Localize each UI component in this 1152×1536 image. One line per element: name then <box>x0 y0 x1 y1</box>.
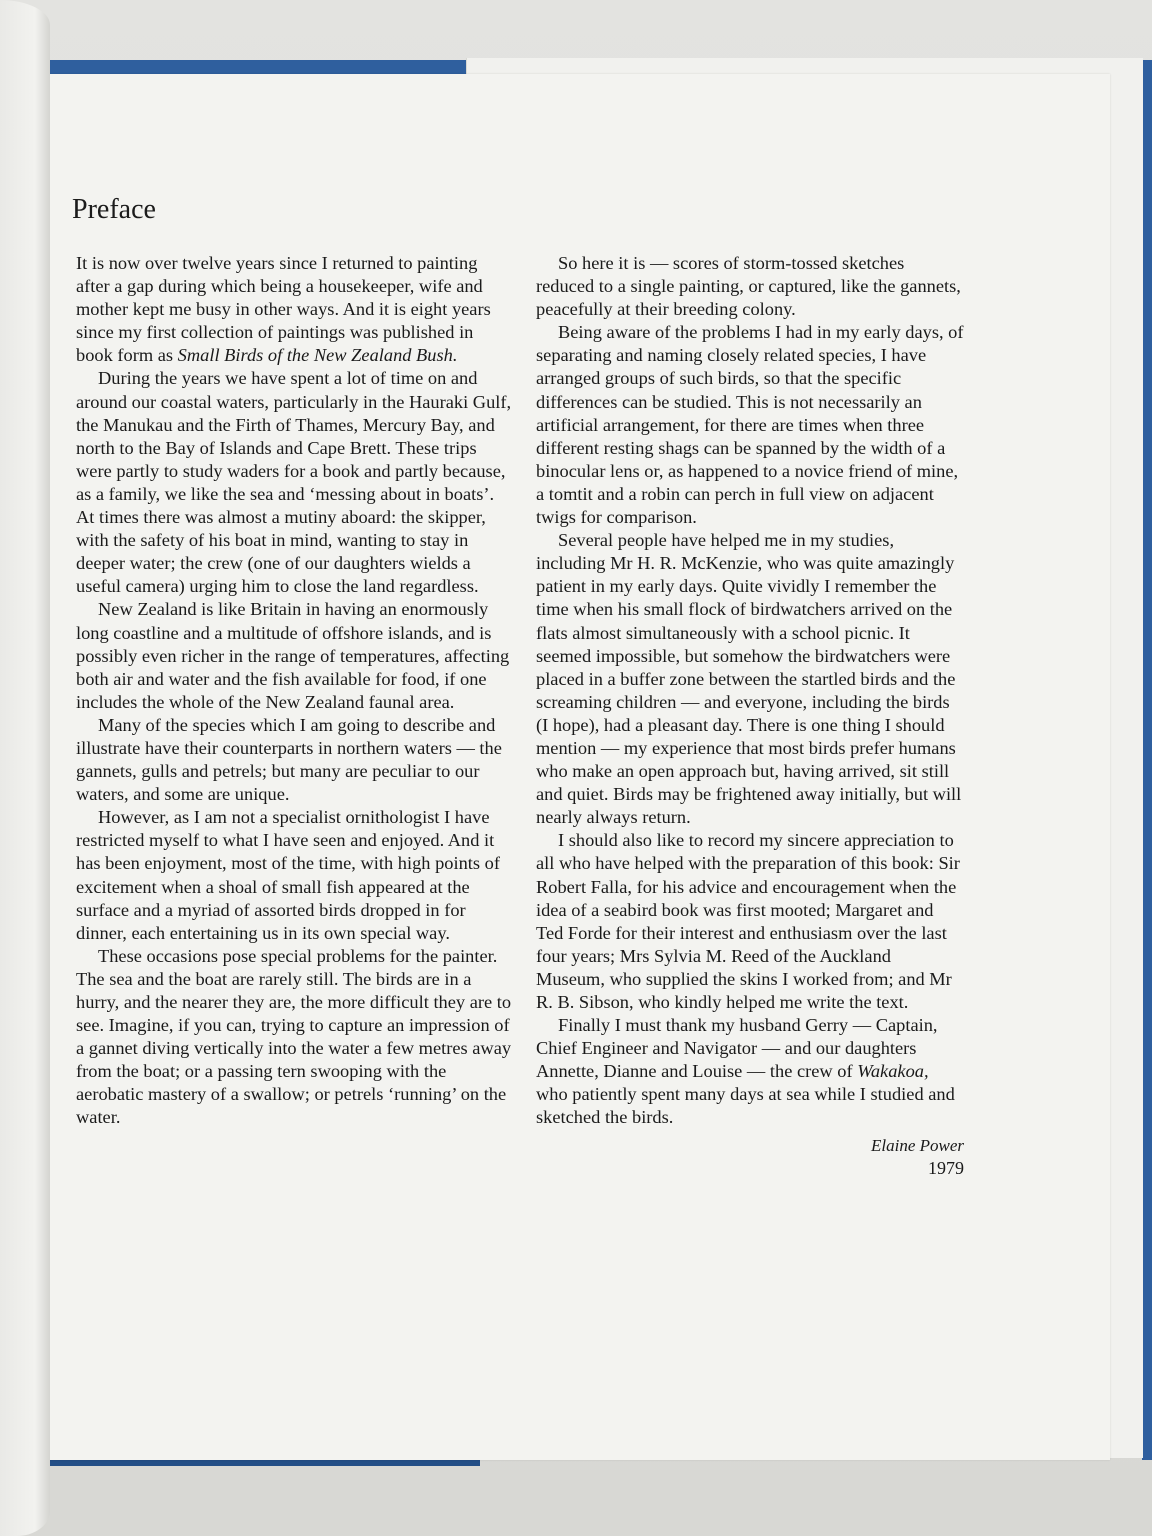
paragraph: It is now over twelve years since I returned to painting after a gap during which being a housekeeper, wife and mother kept me busy in other ways. And it is eight years since my first collection of paintings was published in book form as Small Birds of the New Zealand Bush. <box>76 253 491 366</box>
author-signature: Elaine Power <box>870 1135 964 1155</box>
paragraph: Several people have helped me in my studies, including Mr H. R. McKenzie, who was quite amazingly patient in my early days. Quite vividly I remember the time when his small flock of birdwatchers arrived on the flats almost simultaneously with a school picnic. It seemed impossible, but somehow the birdwatchers were placed in a buffer zone between the startled birds and the screaming children — and everyone, including the birds (I hope), had a pleasant day. There is one thing I should mention — my experience that most birds prefer humans who make an open approach but, having arrived, sit still and quiet. Birds may be frightened away initially, but will nearly always return. <box>536 530 962 828</box>
paragraph: New Zealand is like Britain in having an enormously long coastline and a multitude of offshore islands, and is possibly even richer in the range of temperatures, affecting both air and water and the fish available for food, if one includes the whole of the New Zealand faunal area. <box>76 599 510 712</box>
paragraph: I should also like to record my sincere appreciation to all who have helped with the preparation of this book: Sir Robert Falla, for his advice and encouragement when the idea of a seabird book was first mooted; Margaret and Ted Forde for their interest and enthusiasm over the last four years; Mrs Sylvia M. Reed of the Auckland Museum, who supplied the skins I worked from; and Mr R. B. Sibson, who kindly helped me write the text. <box>536 830 960 1012</box>
signature-year: 1979 <box>928 1157 964 1178</box>
paragraph: So here it is — scores of storm-tossed sketches reduced to a single painting, or captured, like the gannets, peacefully at their breeding colony. <box>536 253 961 320</box>
paragraph: Many of the species which I am going to describe and illustrate have their counterparts in northern waters — the gannets, gulls and petrels; but many are peculiar to our waters, and some are unique. <box>76 714 502 805</box>
paragraph: Being aware of the problems I had in my early days, of separating and naming closely related species, I have arranged groups of such birds, so that the specific differences can be studied. This is not necessarily an artificial arrangement, for there are times when three different resting shags can be spanned by the width of a binocular lens or, as happened to a novice friend of mine, a tomtit and a robin can perch in full view on adjacent twigs for comparison. <box>536 322 964 528</box>
paragraph: Finally I must thank my husband Gerry — Captain, Chief Engineer and Navigator — and our daughters Annette, Dianne and Louise — the crew of Wakakoa, who patiently spent many days at sea while I studied and sketched the birds. <box>536 1015 955 1128</box>
book-title-italic: Small Birds of the New Zealand Bush. <box>177 345 458 366</box>
page-title: Preface <box>72 194 156 225</box>
boat-name-italic: Wakakoa, <box>857 1061 929 1082</box>
paragraph: However, as I am not a specialist ornithologist I have restricted myself to what I have seen and enjoyed. And it has been enjoyment, most of the time, with high points of excitement when a shoal of small fish appeared at the surface and a myriad of assorted birds dropped in for dinner, each entertaining us in its own special way. <box>76 807 500 943</box>
book-cover-edge-right <box>1142 60 1152 1460</box>
signature-block <box>536 1134 964 1180</box>
previous-page-curl <box>0 0 50 1536</box>
text-column-left <box>76 252 512 1130</box>
paragraph: These occasions pose special problems for the painter. The sea and the boat are rarely still. The birds are in a hurry, and the nearer they are, the more difficult they are to see. Imagine, if you can, trying to capture an impression of a gannet diving vertically into the water a few metres away from the boat; or a passing tern swooping with the aerobatic mastery of a swallow; or petrels ‘running’ on the water. <box>76 945 512 1128</box>
text-column-right <box>536 252 964 1180</box>
book-cover-edge-top <box>30 60 470 74</box>
paragraph: During the years we have spent a lot of time on and around our coastal waters, particularly in the Hauraki Gulf, the Manukau and the Firth of Thames, Mercury Bay, and north to the Bay of Islands and Cape Brett. These trips were partly to study waders for a book and partly because, as a family, we like the sea and ‘messing about in boats’. At times there was almost a mutiny aboard: the skipper, with the safety of his boat in mind, wanting to stay in deeper water; the crew (one of our daughters wields a useful camera) urging him to close the land regardless. <box>76 368 512 597</box>
